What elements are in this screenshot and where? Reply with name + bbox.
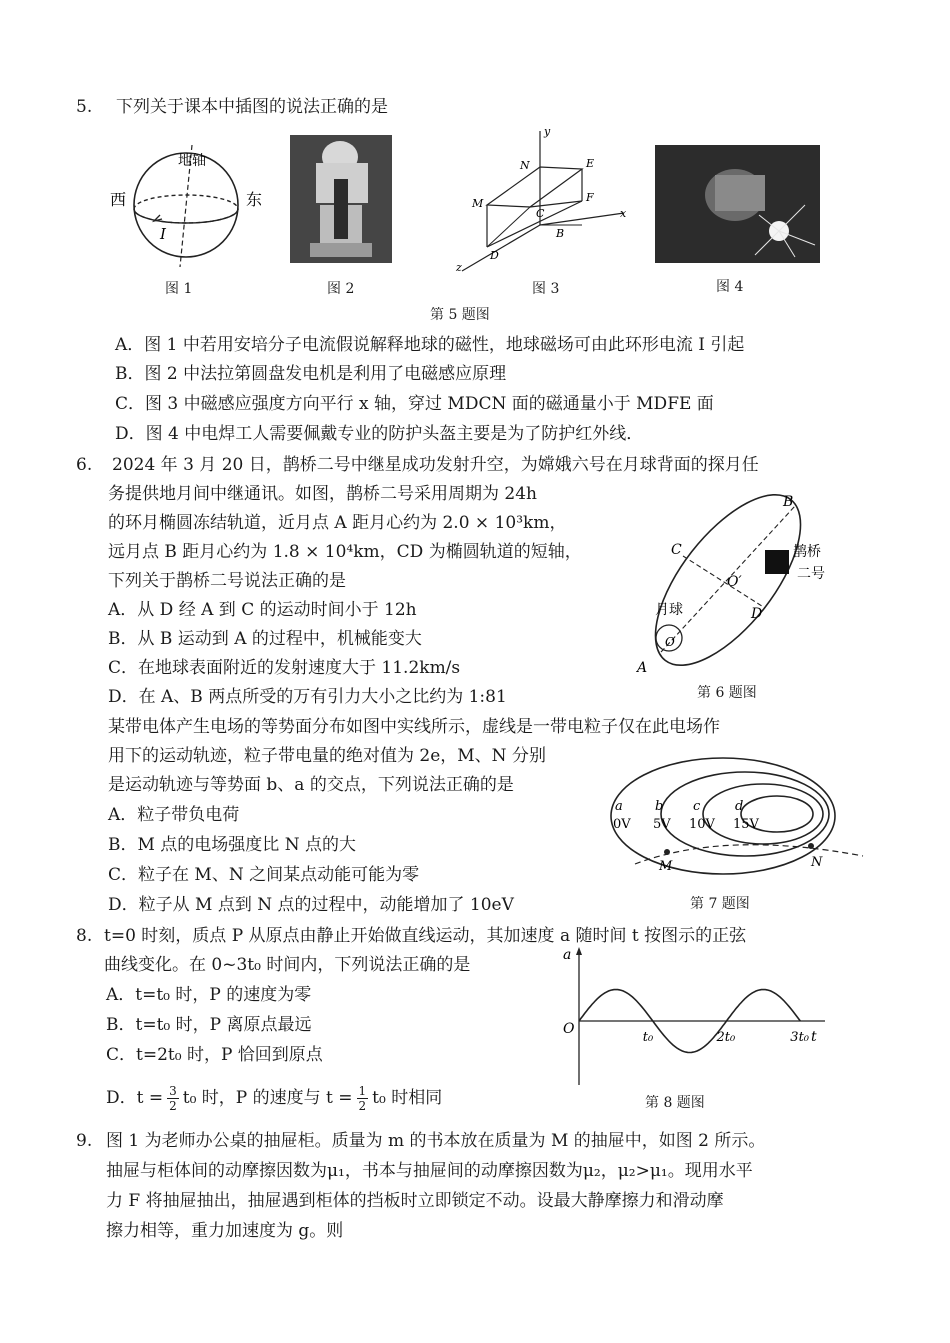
q7-equipotential-figure	[605, 752, 870, 887]
q8-option-d-mid: t₀ 时，P 的速度与 t =	[182, 1088, 353, 1108]
q5-option-a: A．图 1 中若用安培分子电流假说解释地球的磁性，地球磁场可由此环形电流 I 引起	[115, 335, 745, 355]
q7-line-3: 是运动轨迹与等势面 b、a 的交点，下列说法正确的是	[108, 775, 514, 795]
q5-option-d: D．图 4 中电焊工人需要佩戴专业的防护头盔主要是为了防护红外线．	[115, 424, 644, 444]
q8-option-d-num-2: 1	[358, 1083, 367, 1098]
q7-caption: 第 7 题图	[690, 896, 750, 912]
q5-fig2-caption: 图 2	[327, 281, 355, 297]
q5-fig1-globe	[100, 135, 270, 275]
q6-number: 6.	[76, 455, 93, 475]
q6-line-2: 务提供地月间中继通讯。如图，鹊桥二号采用周期为 24h	[108, 484, 537, 504]
q8-tick-label-3: 3t₀	[790, 1030, 810, 1045]
q5-fig4-photo	[655, 145, 820, 263]
q9-number: 9.	[76, 1131, 93, 1151]
q8-option-b: B．t=t₀ 时，P 离原点最远	[106, 1015, 312, 1035]
q8-option-d-num-1: 3	[169, 1083, 177, 1098]
q5-fig3-label-e: E	[586, 157, 595, 170]
q9-line-3: 力 F 将抽屉抽出，抽屉遇到柜体的挡板时立即锁定不动。设最大静摩擦力和滑动摩	[106, 1191, 724, 1211]
q8-acceleration-chart	[555, 945, 830, 1090]
q7-option-a: A．粒子带负电荷	[108, 805, 240, 825]
q8-y-arrow	[576, 947, 582, 955]
q8-number: 8.	[76, 926, 93, 946]
q6-label-d: D	[751, 606, 763, 622]
q5-stem: 下列关于课本中插图的说法正确的是	[116, 97, 388, 117]
q8-origin-label: O	[563, 1021, 575, 1037]
q5-fig3-label-x: x	[620, 207, 627, 220]
q8-y-label: a	[563, 947, 572, 963]
q5-group-caption: 第 5 题图	[430, 307, 490, 323]
q8-option-d-fraction-2	[357, 1084, 369, 1113]
q8-option-d-prefix: D．t =	[106, 1088, 164, 1108]
q8-caption: 第 8 题图	[645, 1095, 705, 1111]
q6-line-3: 的环月椭圆冻结轨道，近月点 A 距月心约为 2.0 × 10³km，	[108, 513, 567, 533]
q5-fig3-label-z: z	[456, 261, 462, 274]
q7-surface-a-potential: 0V	[613, 817, 631, 832]
q5-fig3-label-d: D	[490, 249, 499, 262]
q5-fig3-label-b: B	[556, 227, 565, 240]
q7-option-c: C．粒子在 M、N 之间某点动能可能为零	[108, 865, 420, 885]
q7-label-m: M	[659, 859, 673, 874]
q7-surface-d-potential: 15V	[733, 817, 759, 832]
q7-line-2: 用下的运动轨迹，粒子带电量的绝对值为 2e，M、N 分别	[108, 746, 546, 766]
q7-surface-c-potential: 10V	[689, 817, 715, 832]
q5-fig3-label-m: M	[472, 197, 484, 210]
q5-number: 5.	[76, 97, 93, 117]
q5-fig3-label-y: y	[544, 125, 551, 138]
q7-surface-b-name: b	[655, 799, 664, 814]
q6-label-o-prime: O′	[727, 574, 742, 590]
q6-orbit-figure	[625, 490, 840, 680]
q5-fig1-current-label: I	[160, 225, 166, 243]
q5-fig4-caption: 图 4	[716, 279, 744, 295]
q6-line-5: 下列关于鹊桥二号说法正确的是	[108, 571, 346, 591]
q5-fig2-photo	[290, 135, 392, 263]
q8-option-d	[106, 1076, 442, 1120]
q8-option-a: A．t=t₀ 时，P 的速度为零	[106, 985, 312, 1005]
q5-fig1-east-label: 东	[246, 190, 263, 209]
q7-surface-a-name: a	[615, 799, 623, 814]
q8-tick-label-1: t₀	[642, 1030, 654, 1045]
q9-line-4: 擦力相等，重力加速度为 g。则	[106, 1221, 344, 1241]
q9-line-2: 抽屉与柜体间的动摩擦因数为μ₁，书本与抽屉间的动摩擦因数为μ₂，μ₂>μ₁。现用水平	[106, 1161, 753, 1181]
q5-fig1-west-label: 西	[110, 190, 127, 209]
q5-option-c: C．图 3 中磁感应强度方向平行 x 轴，穿过 MDCN 面的磁通量小于 MDFE 面	[115, 394, 714, 414]
q6-label-moon: 月球	[655, 602, 683, 618]
q8-tick-label-2: 2t₀	[716, 1030, 736, 1045]
q7-surface-d-name: d	[735, 799, 744, 814]
q5-fig3-label-f: F	[586, 191, 594, 204]
q8-option-d-suffix: t₀ 时相同	[372, 1088, 443, 1108]
q6-label-sat-2: 二号	[797, 566, 825, 582]
q7-option-d: D．粒子从 M 点到 N 点的过程中，动能增加了 10eV	[108, 895, 514, 915]
q5-fig3-caption: 图 3	[532, 281, 560, 297]
q6-option-a: A．从 D 经 A 到 C 的运动时间小于 12h	[108, 600, 417, 620]
q8-line-2: 曲线变化。在 0~3t₀ 时间内，下列说法正确的是	[104, 955, 471, 975]
q6-label-a: A	[637, 660, 648, 676]
q6-caption: 第 6 题图	[697, 685, 757, 701]
q8-option-d-den-1: 2	[169, 1098, 177, 1113]
q8-line-1: t=0 时刻，质点 P 从原点由静止开始做直线运动，其加速度 a 随时间 t 按图示的正弦	[104, 926, 747, 946]
q5-fig3-label-n: N	[520, 159, 530, 172]
q7-surface-b-potential: 5V	[653, 817, 671, 832]
q8-option-c: C．t=2t₀ 时，P 恰回到原点	[106, 1045, 323, 1065]
q6-line-1: 2024 年 3 月 20 日，鹊桥二号中继星成功发射升空，为嫦娥六号在月球背面的探月任	[112, 455, 759, 475]
q6-option-b: B．从 B 运动到 A 的过程中，机械能变大	[108, 629, 422, 649]
q8-option-d-den-2: 2	[358, 1098, 367, 1113]
q6-label-b: B	[783, 494, 794, 510]
q8-x-label: t	[811, 1029, 817, 1045]
q5-option-b: B．图 2 中法拉第圆盘发电机是利用了电磁感应原理	[115, 364, 507, 384]
q5-fig3-box	[452, 125, 632, 275]
q9-line-1: 图 1 为老师办公桌的抽屉柜。质量为 m 的书本放在质量为 M 的抽屉中，如图 2 所示。	[106, 1131, 766, 1151]
q5-fig1-axis-label: 地轴	[178, 153, 206, 169]
q7-surface-c-name: c	[693, 799, 701, 814]
q6-label-c: C	[671, 542, 682, 558]
q8-option-d-fraction-1	[167, 1084, 179, 1113]
q7-line-1: 某带电体产生电场的等势面分布如图中实线所示，虚线是一带电粒子仅在此电场作	[108, 717, 720, 737]
q6-label-o: O	[665, 635, 675, 649]
q7-option-b: B．M 点的电场强度比 N 点的大	[108, 835, 356, 855]
q6-option-d: D．在 A、B 两点所受的万有引力大小之比约为 1:81	[108, 687, 507, 707]
q5-fig1-caption: 图 1	[165, 281, 193, 297]
q6-line-4: 远月点 B 距月心约为 1.8 × 10⁴km，CD 为椭圆轨道的短轴，	[108, 542, 582, 562]
q7-label-n: N	[811, 855, 823, 870]
q6-option-c: C．在地球表面附近的发射速度大于 11.2km/s	[108, 658, 461, 678]
q5-fig3-label-c: C	[536, 207, 545, 220]
q6-label-sat-1: 鹊桥	[793, 544, 821, 560]
